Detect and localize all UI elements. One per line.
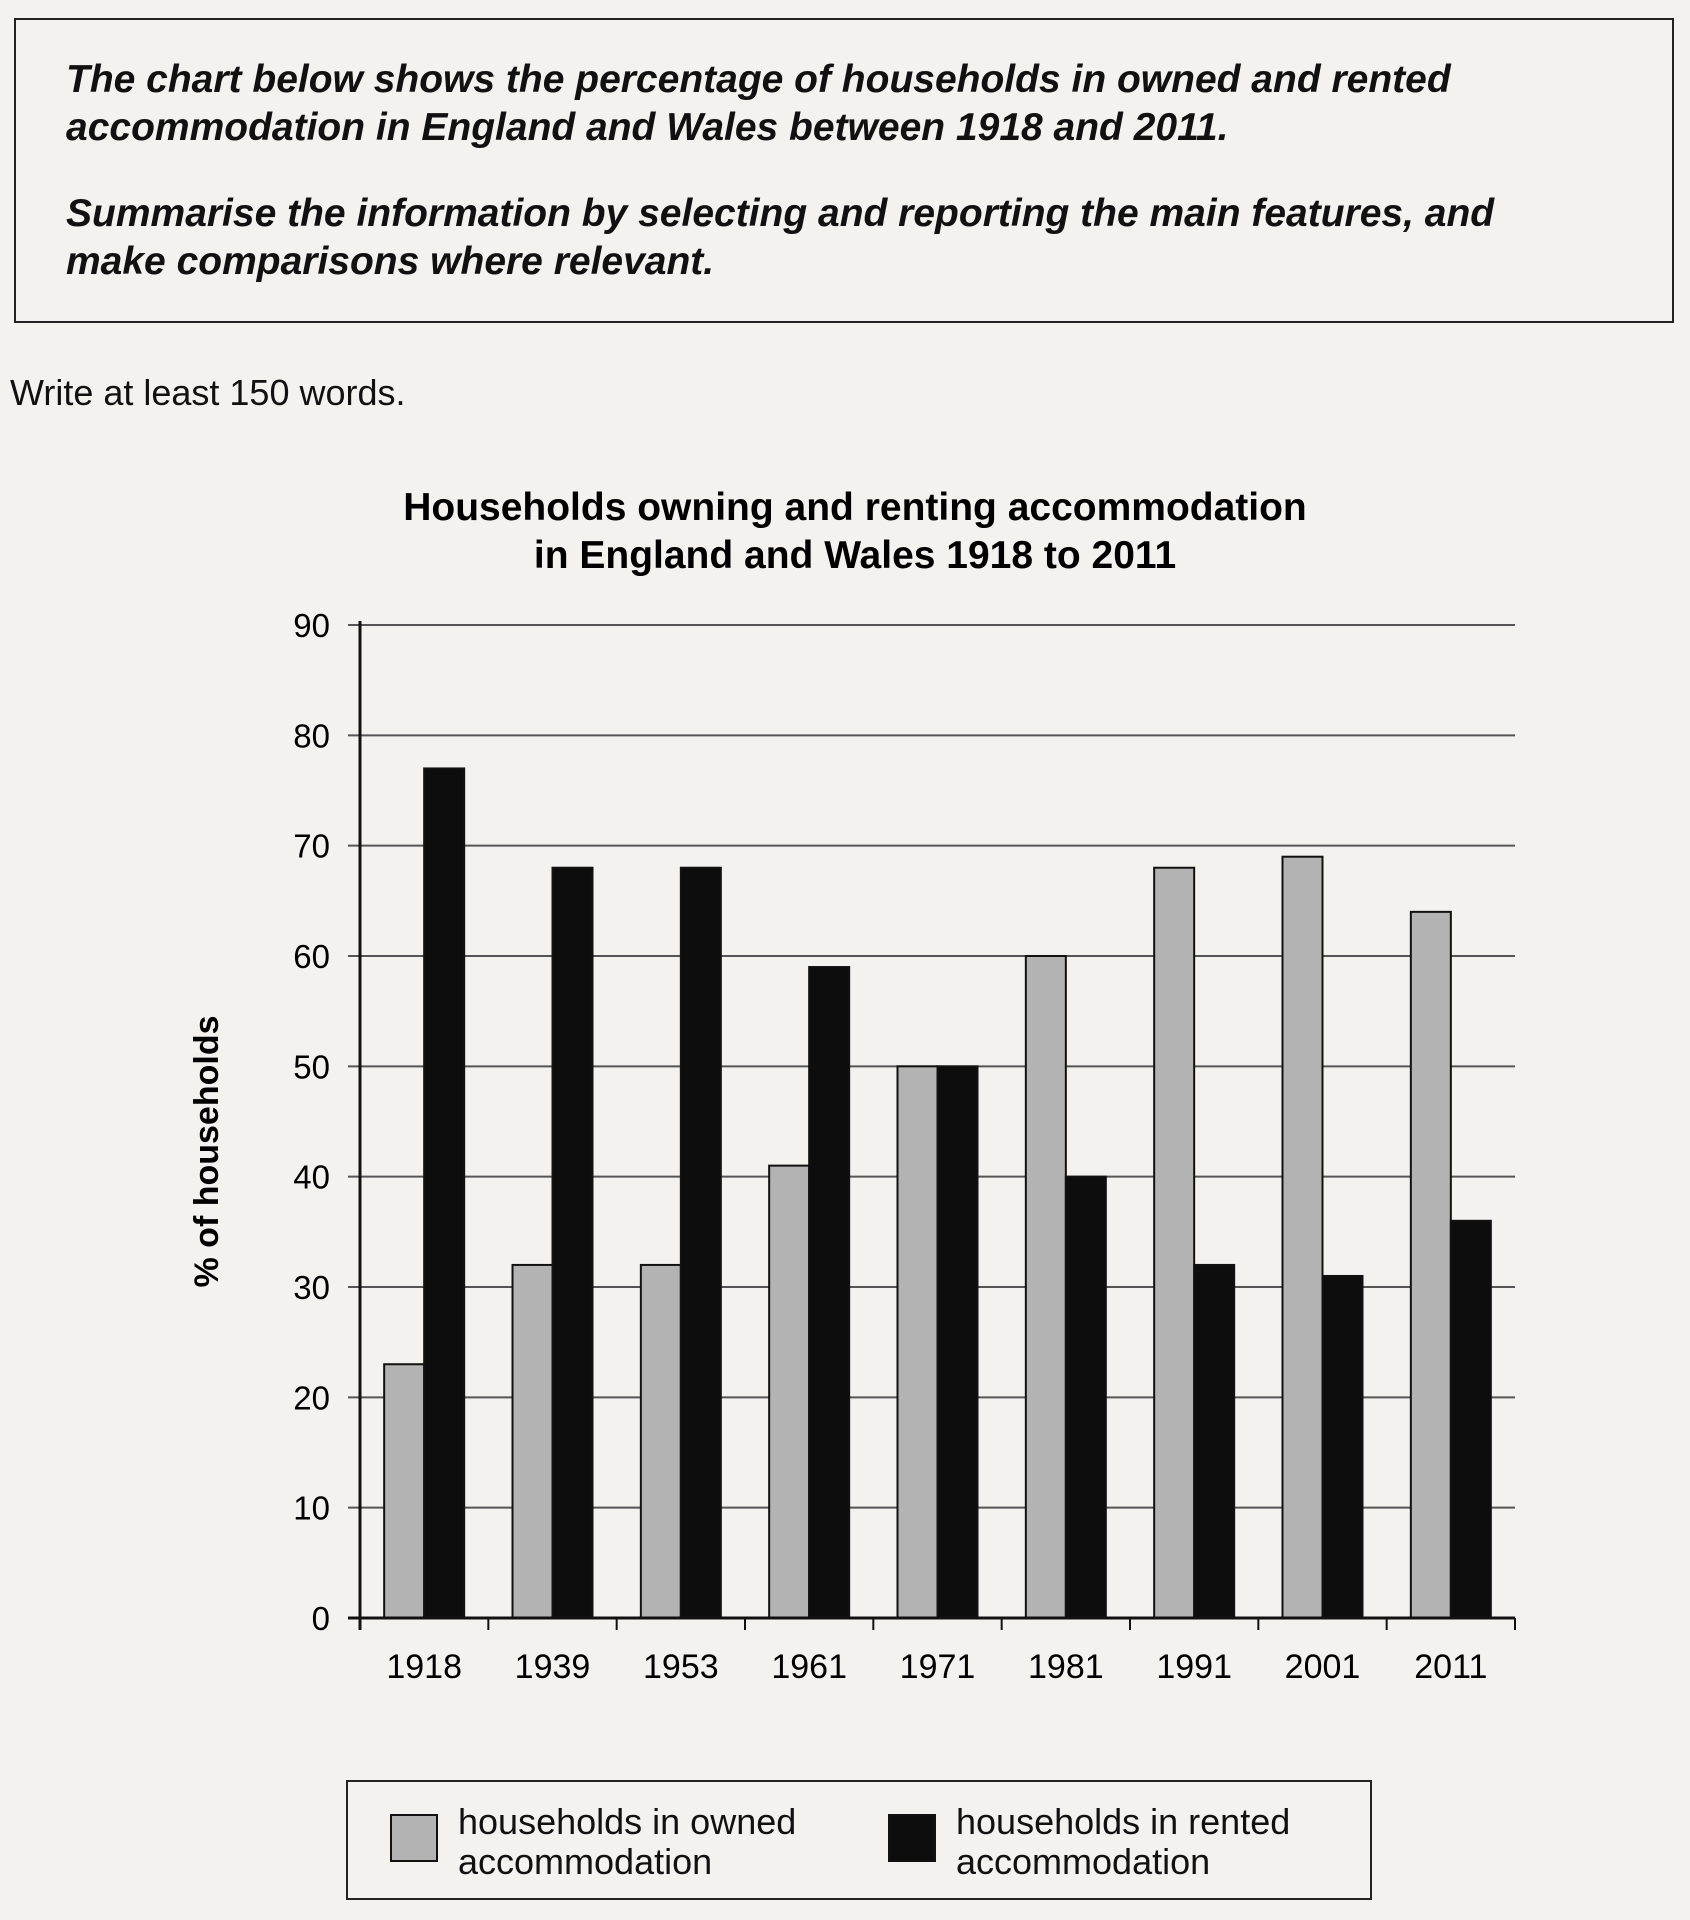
- bar-rented: [553, 868, 593, 1618]
- bar-owned: [1154, 868, 1194, 1618]
- legend-label-line: households in rented: [956, 1801, 1291, 1842]
- bar-owned: [898, 1066, 938, 1618]
- bar-rented: [1451, 1221, 1491, 1618]
- x-tick-label: 1991: [1156, 1648, 1232, 1686]
- x-tick-label: 2011: [1414, 1648, 1488, 1686]
- legend-label-owned: [458, 1802, 858, 1882]
- x-tick-label: 1953: [643, 1648, 719, 1686]
- bar-owned: [641, 1265, 681, 1618]
- y-tick-label: 0: [311, 1600, 330, 1637]
- bar-owned: [1283, 857, 1323, 1618]
- x-tick-label: 1918: [386, 1648, 462, 1686]
- y-tick-label: 50: [293, 1048, 330, 1086]
- legend-item-rented: [888, 1802, 1356, 1882]
- task-text-line: Summarise the information by selecting and reporting the main features, and: [66, 192, 1495, 235]
- y-axis-label: % of households: [188, 1015, 226, 1288]
- y-tick-label: 80: [293, 717, 330, 755]
- bar-owned: [1026, 956, 1066, 1618]
- legend-label-line: accommodation: [956, 1841, 1211, 1882]
- bar-owned: [1411, 912, 1451, 1618]
- bar-rented: [1323, 1276, 1363, 1618]
- y-tick-label: 70: [293, 827, 330, 865]
- x-tick-label: 1971: [899, 1648, 976, 1686]
- chart-title-line1: Households owning and renting accommodation: [403, 486, 1307, 529]
- bar-rented: [1066, 1177, 1106, 1618]
- legend-label-rented: [956, 1802, 1356, 1882]
- chart-title-line2: in England and Wales 1918 to 2011: [533, 534, 1177, 577]
- task-text-line: make comparisons where relevant.: [66, 240, 715, 283]
- y-tick-label: 90: [293, 607, 330, 644]
- x-tick-label: 1939: [514, 1648, 591, 1686]
- y-tick-label: 20: [293, 1379, 330, 1417]
- task-text-line: The chart below shows the percentage of households in owned and rented: [66, 58, 1451, 101]
- bar-owned: [384, 1364, 424, 1618]
- legend-swatch-rented: [888, 1814, 936, 1862]
- bar-owned: [513, 1265, 553, 1618]
- y-tick-label: 30: [293, 1269, 330, 1306]
- y-tick-label: 10: [293, 1489, 330, 1527]
- bar-rented: [424, 768, 464, 1618]
- y-tick-label: 60: [293, 938, 330, 975]
- bar-owned: [769, 1166, 809, 1618]
- task-text-line: accommodation in England and Wales between 1918 and 2011.: [66, 106, 1229, 149]
- legend-label-line: households in owned: [458, 1801, 797, 1842]
- chart-legend: [346, 1780, 1372, 1900]
- x-tick-label: 2001: [1284, 1648, 1361, 1686]
- bar-rented: [1194, 1265, 1234, 1618]
- x-tick-label: 1981: [1028, 1648, 1104, 1686]
- x-tick-label: 1961: [771, 1648, 847, 1686]
- bar-rented: [809, 967, 849, 1618]
- bars: [384, 768, 1491, 1618]
- y-tick-label: 40: [293, 1158, 330, 1196]
- legend-item-owned: [390, 1802, 858, 1882]
- legend-label-line: accommodation: [458, 1841, 713, 1882]
- bar-rented: [681, 868, 721, 1618]
- bar-rented: [938, 1066, 978, 1618]
- legend-swatch-owned: [390, 1814, 438, 1862]
- word-count-instruction: Write at least 150 words.: [10, 372, 406, 413]
